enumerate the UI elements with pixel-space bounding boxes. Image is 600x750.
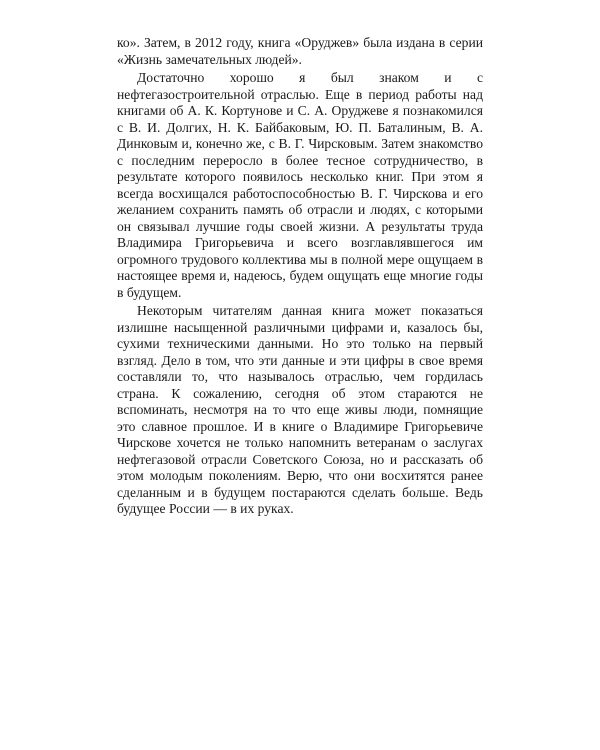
book-page-text: [117, 35, 483, 518]
paragraph-industry-acquaintance: Достаточно хорошо я был знаком и с нефтегазостроительной отраслью. Еще в период работы над книгами об А. К. Кортунове и С. А. Оруджеве я познакомился с В. И. Долгих, Н. К. Байбаковым, Ю. П. Баталиным, В. А. Динковым и, конечно же, с В. Г. Чирсковым. Затем знакомство с последним переросло в более тесное сотрудничество, в результате которого появилось несколько книг. При этом я всегда восхищался работоспособностью В. Г. Чирскова и его желанием сохранить память об отрасли и людях, с которыми он связывал лучшие годы своей жизни. А результаты труда Владимира Григорьевича и всего возглавлявшегося им огромного трудового коллектива мы в полной мере ощущаем в настоящее время и, надеюсь, будем ощущать еще многие годы в будущем.: [117, 70, 483, 300]
paragraph-continuation: ко». Затем, в 2012 году, книга «Оруджев» была издана в серии «Жизнь замечательных людей».: [117, 35, 483, 67]
paragraph-readers-note: Некоторым читателям данная книга может показаться излишне насыщенной различными цифрами и, казалось бы, сухими техническими данными. Но это только на первый взгляд. Дело в том, что эти данные и эти цифры в свое время составляли то, что называлось отраслью, чем гордилась страна. К сожалению, сегодня об этом стараются не вспоминать, несмотря на то что еще живы люди, помнящие это славное прошлое. И в книге о Владимире Григорьевиче Чирскове хочется не только напомнить ветеранам о заслугах нефтегазовой отрасли Советского Союза, но и рассказать об этом молодым поколениям. Верю, что они восхитятся ранее сделанным и в будущем постараются сделать больше. Ведь будущее России — в их руках.: [117, 303, 483, 516]
